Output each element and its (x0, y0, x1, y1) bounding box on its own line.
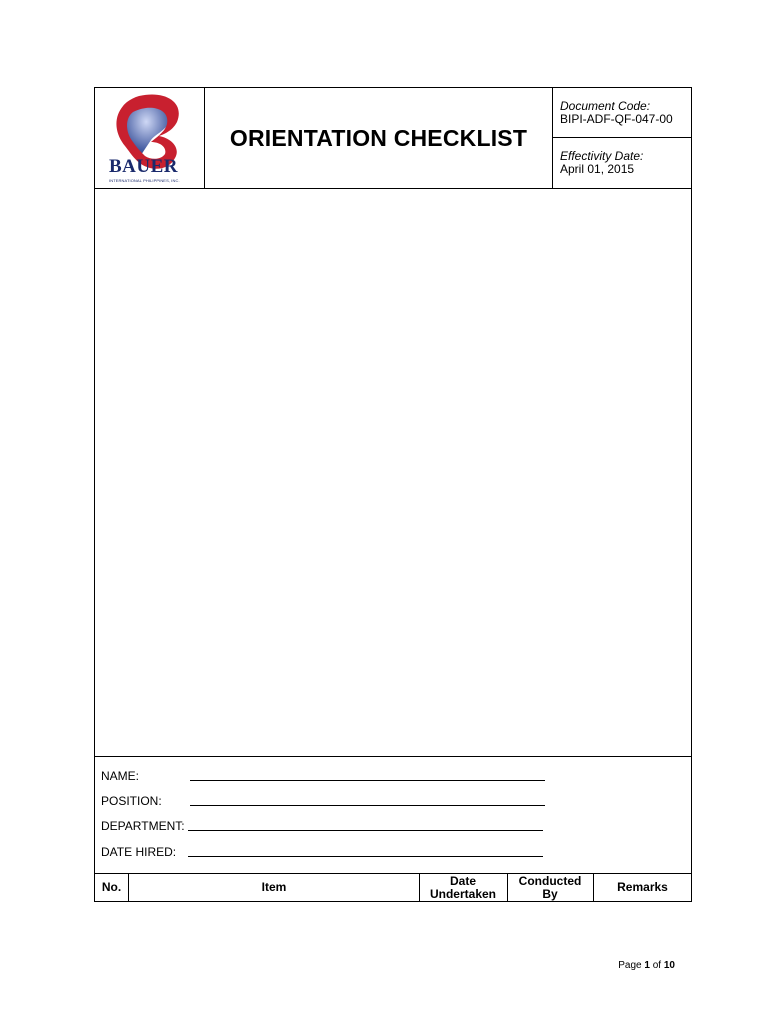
table-header-no: No. (101, 880, 122, 894)
company-subtitle: INTERNATIONAL PHILIPPINES, INC. (109, 178, 180, 183)
document-code-value: BIPI-ADF-QF-047-00 (560, 112, 673, 126)
header-bottom-divider (94, 188, 692, 189)
department-field[interactable] (188, 830, 543, 831)
department-label: DEPARTMENT: (101, 819, 185, 833)
form-top-divider (94, 756, 692, 757)
position-field[interactable] (190, 805, 545, 806)
name-label: NAME: (101, 769, 140, 783)
position-label: POSITION: (101, 794, 162, 808)
meta-row-divider (552, 137, 692, 138)
name-field[interactable] (190, 780, 545, 781)
table-header-remarks: Remarks (617, 880, 668, 894)
date-hired-field[interactable] (188, 856, 543, 857)
document-code-label: Document Code: (560, 99, 651, 113)
table-header-conducted-by: Conducted By (518, 873, 582, 901)
table-col-divider-3 (507, 873, 508, 902)
company-name: BAUER (109, 156, 179, 177)
page-of: of (652, 960, 662, 971)
page-total: 10 (663, 960, 675, 971)
title-cell (205, 88, 552, 188)
company-logo (95, 88, 204, 188)
effectivity-date-value: April 01, 2015 (560, 162, 635, 176)
table-header-date-undertaken: Date Undertaken (429, 873, 497, 901)
page-current: 1 (644, 960, 650, 971)
table-header-item: Item (261, 880, 287, 894)
table-col-divider-2 (419, 873, 420, 902)
date-hired-label: DATE HIRED: (101, 845, 177, 859)
page-prefix: Page (618, 960, 642, 971)
page-title: ORIENTATION CHECKLIST (229, 124, 528, 151)
effectivity-date-label: Effectivity Date: (560, 149, 644, 163)
page-indicator (618, 960, 675, 971)
